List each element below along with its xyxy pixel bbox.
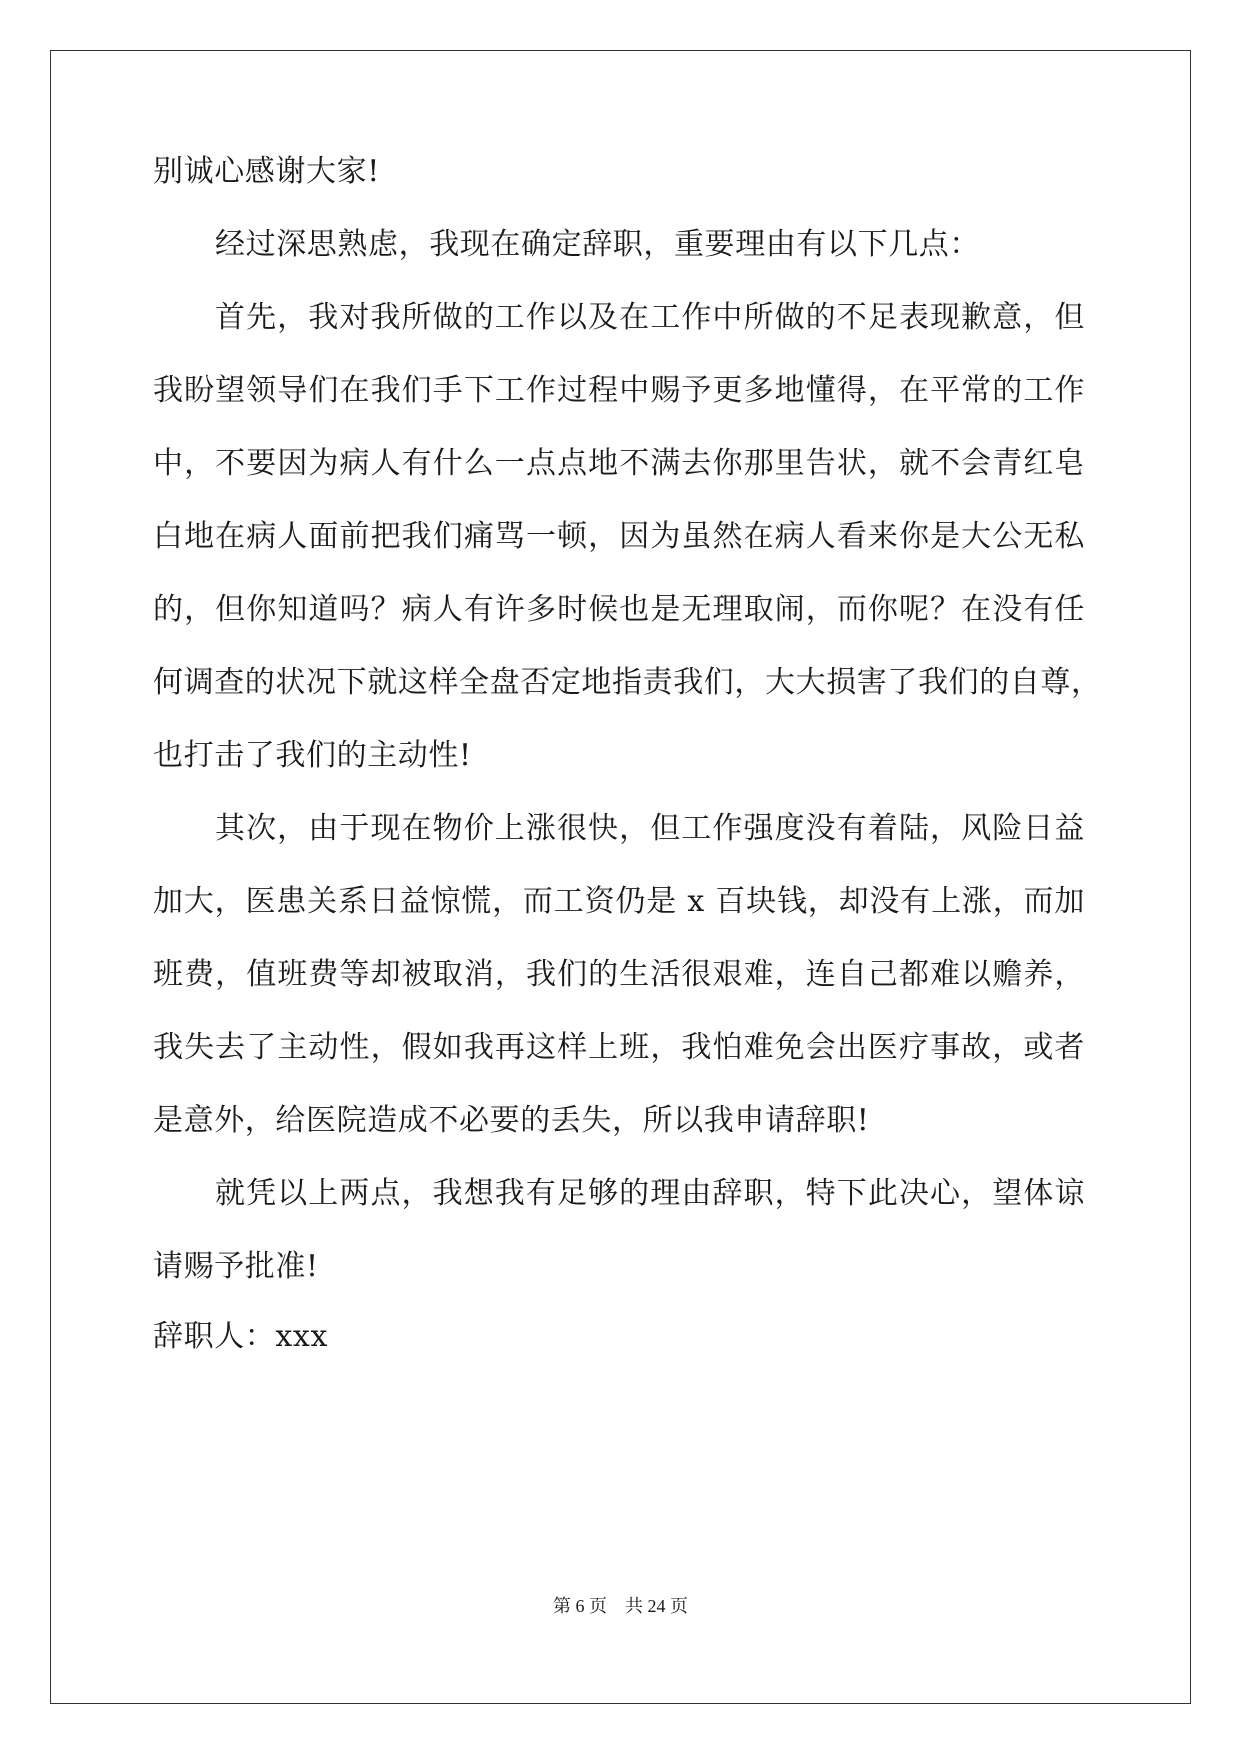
text-line: 也打击了我们的主动性! xyxy=(153,738,472,773)
text-line: 首先，我对我所做的工作以及在工作中所做的不足表现歉意，但 xyxy=(215,300,1085,335)
text-line: 加大，医患关系日益惊慌，而工资仍是 x 百块钱，却没有上涨，而加 xyxy=(153,884,1085,919)
text-line: 经过深思熟虑，我现在确定辞职，重要理由有以下几点： xyxy=(215,227,980,262)
text-line: 中，不要因为病人有什么一点点地不满去你那里告状，就不会青红皂 xyxy=(153,446,1085,481)
text-line: 我失去了主动性，假如我再这样上班，我怕难免会出医疗事故，或者 xyxy=(153,1030,1085,1065)
signature-line: 辞职人：xxx xyxy=(153,1319,328,1354)
text-line: 请赐予批准! xyxy=(153,1249,319,1284)
text-line: 别诚心感谢大家! xyxy=(153,154,380,189)
text-line: 班费，值班费等却被取消，我们的生活很艰难，连自己都难以赡养， xyxy=(153,957,1085,992)
text-line: 何调查的状况下就这样全盘否定地指责我们，大大损害了我们的自尊， xyxy=(153,665,1102,700)
text-line: 的，但你知道吗？病人有许多时候也是无理取闹，而你呢？在没有任 xyxy=(153,592,1085,627)
text-line: 就凭以上两点，我想我有足够的理由辞职，特下此决心，望体谅 xyxy=(215,1176,1085,1211)
text-line: 其次，由于现在物价上涨很快，但工作强度没有着陆，风险日益 xyxy=(215,811,1085,846)
text-line: 白地在病人面前把我们痛骂一顿，因为虽然在病人看来你是大公无私 xyxy=(153,519,1085,554)
text-line: 是意外，给医院造成不必要的丢失，所以我申请辞职! xyxy=(153,1103,870,1138)
text-line: 我盼望领导们在我们手下工作过程中赐予更多地懂得，在平常的工作 xyxy=(153,373,1085,408)
page-number: 第 6 页 共 24 页 xyxy=(553,1596,688,1616)
